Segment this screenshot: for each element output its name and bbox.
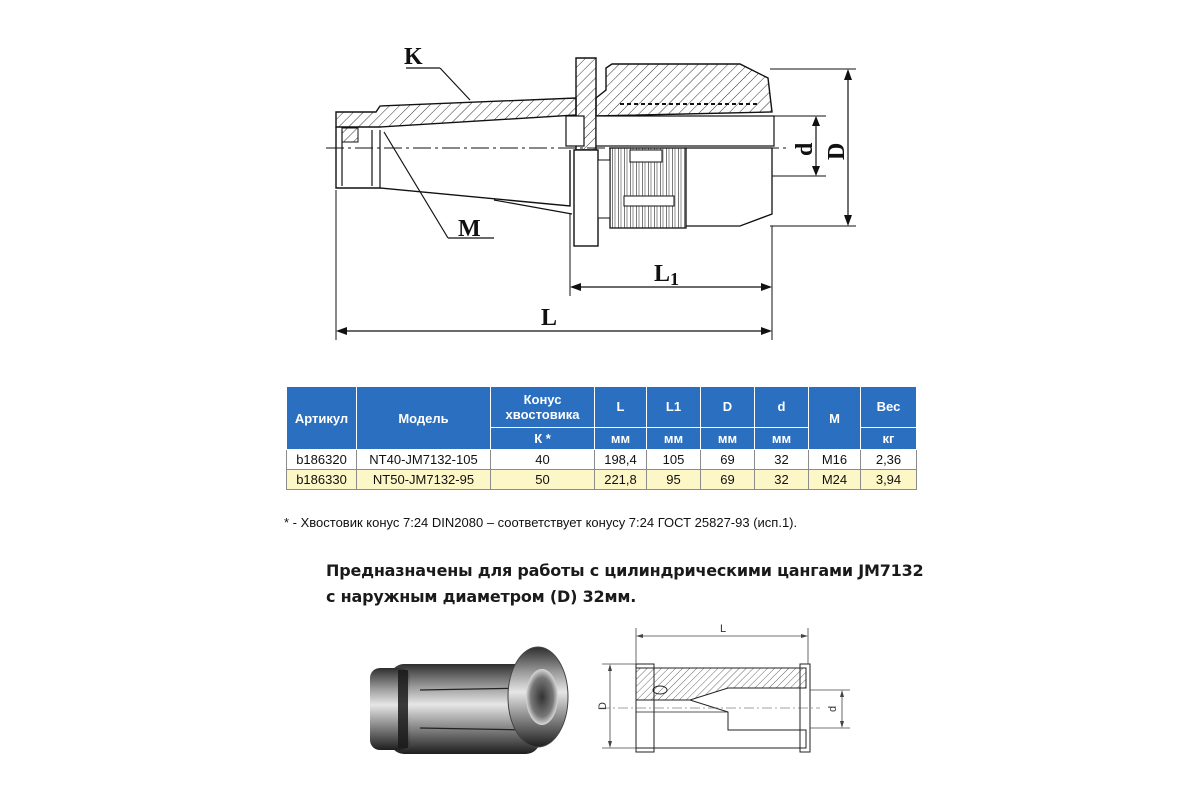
label-d: d (792, 142, 818, 156)
collet-label-D: D (597, 702, 609, 710)
table-row (287, 470, 917, 490)
cell-article: b186320 (287, 450, 357, 470)
label-D: D (824, 142, 850, 160)
unit-weight: кг (861, 427, 917, 449)
unit-L1: мм (647, 427, 701, 449)
cell-cone: 50 (491, 470, 595, 490)
table-row (287, 450, 917, 470)
header-M: M (809, 387, 861, 450)
footnote: * - Хвостовик конус 7:24 DIN2080 – соответствует конусу 7:24 ГОСТ 25827-93 (исп.1). (284, 515, 798, 530)
cell-d: 32 (755, 450, 809, 470)
collet-label-d: d (827, 705, 839, 712)
cell-article: b186330 (287, 470, 357, 490)
label-L1: L1 (654, 261, 680, 289)
collet-drawing (597, 623, 850, 752)
collet-label-L: L (720, 623, 727, 635)
cell-D: 69 (701, 470, 755, 490)
unit-D: мм (701, 427, 755, 449)
label-K: K (404, 44, 423, 70)
cell-model: NT40-JM7132-105 (357, 450, 491, 470)
cell-weight: 2,36 (861, 450, 917, 470)
header-weight: Вес (861, 387, 917, 428)
label-L: L (541, 305, 558, 331)
cell-d: 32 (755, 470, 809, 490)
header-cone: Конус хвостовика (491, 387, 595, 428)
unit-cone: К * (491, 427, 595, 449)
cell-cone: 40 (491, 450, 595, 470)
cell-weight: 3,94 (861, 470, 917, 490)
spec-table (286, 386, 917, 490)
tool-holder-drawing (326, 44, 856, 340)
header-d: d (755, 387, 809, 428)
purpose-text: Предназначены для работы с цилиндрическими цангами JM7132 с наружным диаметром (D) 32мм. (326, 561, 924, 606)
header-article: Артикул (287, 387, 357, 450)
cell-M: M16 (809, 450, 861, 470)
cell-model: NT50-JM7132-95 (357, 470, 491, 490)
cell-D: 69 (701, 450, 755, 470)
header-L: L (595, 387, 647, 428)
cell-L1: 105 (647, 450, 701, 470)
cell-L: 221,8 (595, 470, 647, 490)
header-L1: L1 (647, 387, 701, 428)
unit-L: мм (595, 427, 647, 449)
header-model: Модель (357, 387, 491, 450)
unit-d: мм (755, 427, 809, 449)
collet-photo (370, 647, 568, 754)
label-M: M (458, 216, 481, 242)
cell-L: 198,4 (595, 450, 647, 470)
header-D: D (701, 387, 755, 428)
cell-L1: 95 (647, 470, 701, 490)
cell-M: M24 (809, 470, 861, 490)
